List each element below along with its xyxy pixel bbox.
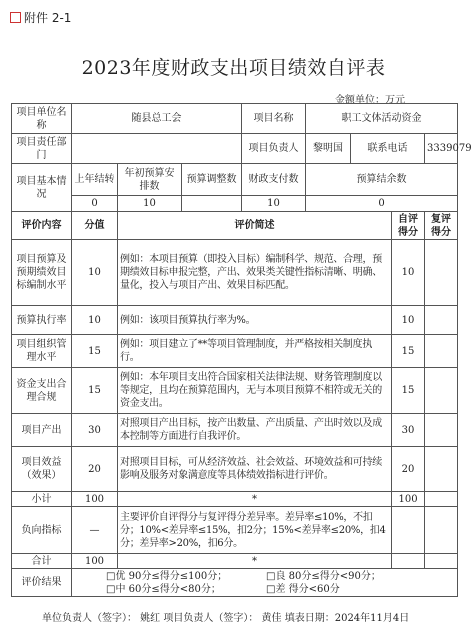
result-option-excellent[interactable]: □优 90分≤得分≤100分； bbox=[106, 570, 228, 582]
phone-label: 联系电话 bbox=[351, 134, 425, 164]
result-option-poor[interactable]: □差 得分<60分 bbox=[266, 583, 340, 595]
row-desc: 对照项目目标，可从经济效益、社会效益、环境效益和可持续影响及服务对象满意度等具体绩效指标进行评价。 bbox=[118, 447, 392, 492]
row-desc: 例如：该项目预算执行率为%。 bbox=[118, 306, 392, 335]
person-value: 黎明国 bbox=[306, 134, 351, 164]
row-content: 项目预算及预期绩效目标编制水平 bbox=[12, 240, 72, 306]
row-desc: 例如：本项目预算（即投入目标）编制科学、规范、合理，预期绩效目标申报完整，产出、效果类关键性指标清晰、明确、量化，投入与项目产出、效果目标匹配。 bbox=[118, 240, 392, 306]
row-desc: 例如：本年项目支出符合国家相关法律法规、财务管理制度以等规定，且均在预算范围内，无与本项目预算不相符或无关的资金支出。 bbox=[118, 368, 392, 414]
row-content: 资金支出合理合规 bbox=[12, 368, 72, 414]
budget-section-label: 项目基本情况 bbox=[12, 164, 72, 212]
attachment-label: 附件 2-1 bbox=[10, 9, 71, 26]
row-self-score: 20 bbox=[392, 447, 425, 492]
signature-footer: 单位负责人（签字）： 姚红 项目负责人（签字）： 黄佳 填表日期：2024年11月4日 bbox=[42, 613, 410, 624]
row-review-score bbox=[425, 306, 458, 335]
balance-label: 预算结余数 bbox=[306, 164, 458, 196]
col-review-score: 复评得分 bbox=[425, 212, 458, 240]
row-content: 项目组织管理水平 bbox=[12, 335, 72, 368]
row-score: 10 bbox=[72, 240, 118, 306]
total-review-score bbox=[425, 554, 458, 569]
row-review-score bbox=[425, 335, 458, 368]
row-review-score bbox=[425, 368, 458, 414]
evaluation-table bbox=[11, 103, 472, 597]
result-label: 评价结果 bbox=[12, 569, 72, 597]
adjust-value bbox=[182, 196, 242, 212]
negative-score: — bbox=[72, 507, 118, 554]
row-score: 10 bbox=[72, 306, 118, 335]
total-self-score bbox=[392, 554, 425, 569]
paid-value: 10 bbox=[242, 196, 306, 212]
row-score: 30 bbox=[72, 414, 118, 447]
row-self-score: 10 bbox=[392, 306, 425, 335]
row-self-score: 15 bbox=[392, 368, 425, 414]
row-review-score bbox=[425, 414, 458, 447]
result-option-medium[interactable]: □中 60分≤得分<80分； bbox=[106, 583, 221, 595]
dept-label: 项目责任部门 bbox=[12, 134, 72, 164]
row-review-score bbox=[425, 240, 458, 306]
adjust-label: 预算调整数 bbox=[182, 164, 242, 196]
person-label: 项目负责人 bbox=[242, 134, 306, 164]
row-score: 15 bbox=[72, 335, 118, 368]
col-self-score: 自评得分 bbox=[392, 212, 425, 240]
result-options bbox=[72, 569, 458, 597]
subtotal-label: 小计 bbox=[12, 492, 72, 507]
total-score: 100 bbox=[72, 554, 118, 569]
paid-label: 财政支付数 bbox=[242, 164, 306, 196]
row-score: 15 bbox=[72, 368, 118, 414]
row-content: 项目效益（效果） bbox=[12, 447, 72, 492]
row-self-score: 30 bbox=[392, 414, 425, 447]
negative-review-score bbox=[425, 507, 458, 554]
page-title: 2023年度财政支出项目绩效自评表 bbox=[81, 57, 386, 79]
row-self-score: 10 bbox=[392, 240, 425, 306]
negative-label: 负向指标 bbox=[12, 507, 72, 554]
row-content: 预算执行率 bbox=[12, 306, 72, 335]
total-star: * bbox=[118, 554, 392, 569]
carry-label: 上年结转 bbox=[72, 164, 118, 196]
balance-value: 0 bbox=[306, 196, 458, 212]
row-review-score bbox=[425, 447, 458, 492]
subtotal-score: 100 bbox=[72, 492, 118, 507]
amount-unit: 金额单位：万元 bbox=[335, 95, 405, 106]
checkbox-marker-icon bbox=[10, 12, 21, 23]
subtotal-review-score bbox=[425, 492, 458, 507]
phone-value: 3339079 bbox=[425, 134, 458, 164]
negative-desc: 主要评价自评得分与复评得分差异率。差异率≤10%，不扣分；10%<差异率≤15%，扣2分；15%<差异率≤20%，扣4分；差异率>20%，扣6分。 bbox=[118, 507, 392, 554]
unit-name-value: 随县总工会 bbox=[72, 104, 242, 134]
dept-value bbox=[72, 134, 242, 164]
row-self-score: 15 bbox=[392, 335, 425, 368]
row-content: 项目产出 bbox=[12, 414, 72, 447]
col-score: 分值 bbox=[72, 212, 118, 240]
result-option-good[interactable]: □良 80分≤得分<90分； bbox=[266, 570, 381, 582]
subtotal-star: * bbox=[118, 492, 392, 507]
col-desc: 评价简述 bbox=[118, 212, 392, 240]
subtotal-self-score: 100 bbox=[392, 492, 425, 507]
row-desc: 例如：项目建立了**等项目管理制度，并严格按相关制度执行。 bbox=[118, 335, 392, 368]
initial-budget-label: 年初预算安排数 bbox=[118, 164, 182, 196]
carry-value: 0 bbox=[72, 196, 118, 212]
col-content: 评价内容 bbox=[12, 212, 72, 240]
unit-name-label: 项目单位名称 bbox=[12, 104, 72, 134]
row-desc: 对照项目产出目标，按产出数量、产出质量、产出时效以及成本控制等方面进行自我评价。 bbox=[118, 414, 392, 447]
initial-budget-value: 10 bbox=[118, 196, 182, 212]
row-score: 20 bbox=[72, 447, 118, 492]
negative-self-score bbox=[392, 507, 425, 554]
project-name-value: 职工文体活动资金 bbox=[306, 104, 458, 134]
total-label: 合计 bbox=[12, 554, 72, 569]
project-name-label: 项目名称 bbox=[242, 104, 306, 134]
